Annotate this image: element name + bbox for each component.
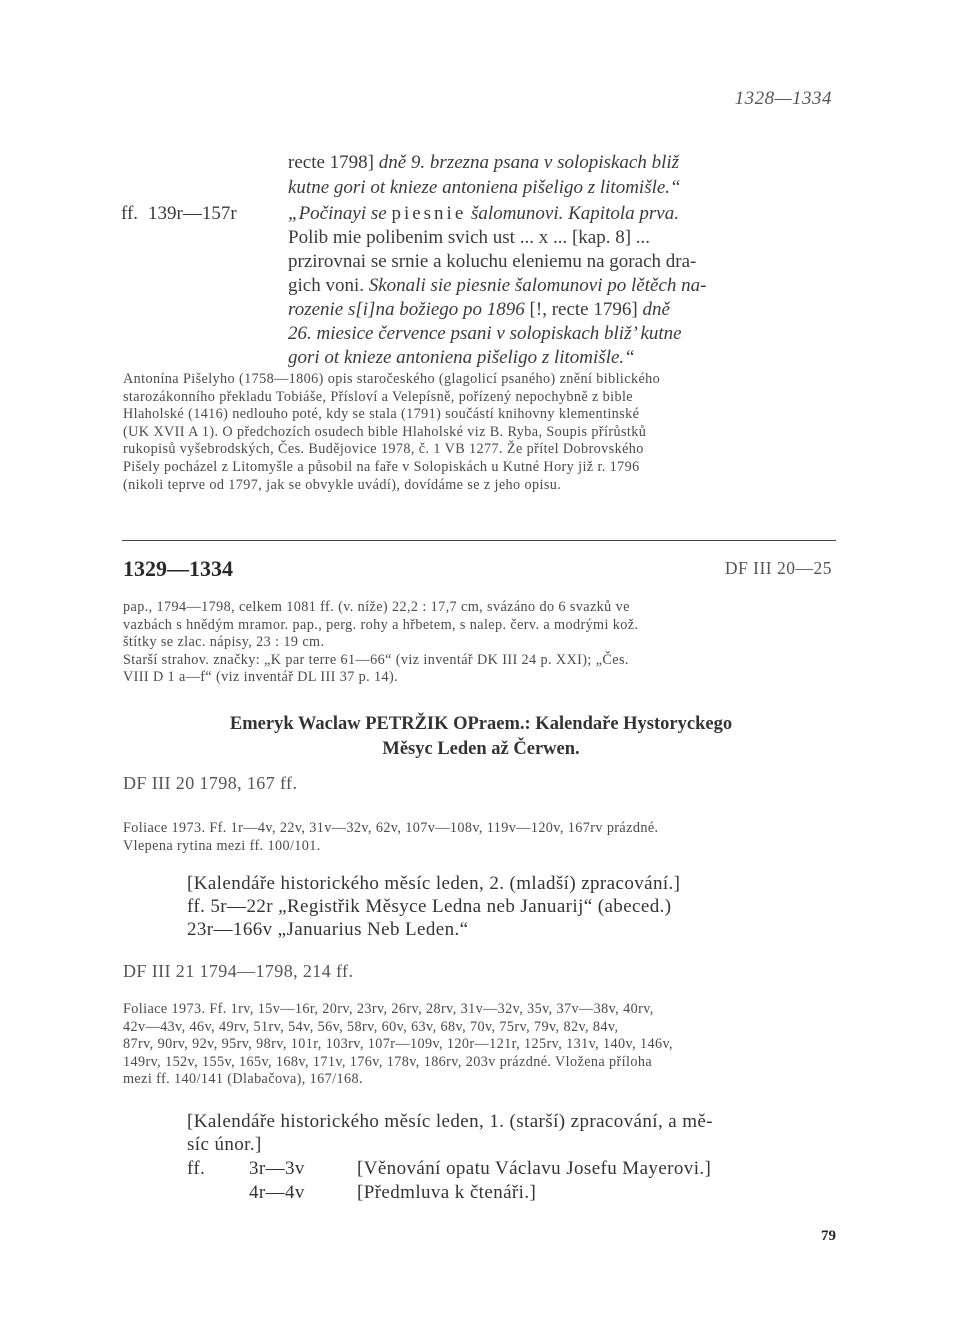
entry-line: rozenie s[i]na božiego po 1896 [!, recte 1796] dně (288, 299, 670, 320)
contents-entry: [Kalendáře historického měsíc leden, 2. (mladší) zpracování.] ff. 5r—22r „Registřik Měsyce Ledna neb Januarij“ (abeced.) 23r—166v „Januarius Neb Leden.“ (187, 873, 681, 940)
foliation-note: Foliace 1973. Ff. 1r—4v, 22v, 31v—32v, 62v, 107v—108v, 119v—120v, 167rv prázdné. Vlepena rytina mezi ff. 100/101. (123, 820, 659, 854)
toc-row: ff. 3r—3v [Věnování opatu Václavu Josefu Mayerovi.] (187, 1158, 712, 1179)
folio-margin-label: ff. (121, 203, 139, 224)
work-title: Emeryk Waclaw PETRŽIK OPraem.: Kalendaře Hystoryckego Měsyc Leden až Čerwen. (229, 714, 733, 759)
running-header: 1328—1334 (734, 88, 832, 109)
contents-entry: [Kalendáře historického měsíc leden, 1. (starší) zpracování, a mě- síc únor.] (187, 1111, 713, 1155)
entry-line: „Počinayi se piesnie šalomunovi. Kapitola prva. (288, 203, 679, 224)
entry-line: gich voni. Skonali sie piesnie šalomunovi po lětěch na- (288, 275, 707, 296)
commentary-note: Antonína Pišelyho (1758—1806) opis staročeského (glagolicí psaného) znění biblického starozákonního překladu Tobiáše, Přísloví a Velepísně, pořízený nepochybně z bible Hlaholské (1416) nedlouho poté, kdy se stala (1791) součástí knihovny klementinské (UK XVII A 1). O předchozích osudech bible Hlaholské viz B. Ryba, Soupis přírůstků rukopisů vyšebrodských, Čes. Budějovice 1978, č. 1 VB 1277. Že přítel Dobrovského Pišely pocházel z Litomyšle a působil na faře v Solopiskách u Kutné Hory již r. 1796 (nikoli teprve od 1797, jak se obvykle uvádí), dovídáme se z jeho opisu. (123, 371, 661, 493)
volume-label: DF III 20 1798, 167 ff. (123, 773, 298, 793)
section-divider (122, 540, 836, 541)
entry-line: kutne gori ot knieze antoniena pišeligo z litomišle.“ (288, 177, 681, 198)
entry-line: przirovnai se srnie a koluchu eleniemu na gorach dra- (288, 251, 697, 272)
volume-label: DF III 21 1794—1798, 214 ff. (123, 961, 354, 981)
folio-range: 139r—157r (148, 203, 237, 224)
entry-line: recte 1798] dně 9. brzezna psana v solopiskach bliž (288, 152, 680, 173)
physical-description: pap., 1794—1798, celkem 1081 ff. (v. níže) 22,2 : 17,7 cm, svázáno do 6 svazků ve vazbách s hnědým mramor. pap., perg. rohy a hřbetem, s nalep. červ. a modrými kož. štítky se zlac. nápisy, 23 : 19 cm. Starší strahov. značky: „K par terre 61—66“ (viz inventář DK III 24 p. XXI); „Čes. VIII D 1 a—f“ (viz inventář DL III 37 p. 14). (123, 599, 639, 686)
section-number: 1329—1334 (123, 556, 233, 581)
entry-line: Polib mie polibenim svich ust ... x ... [kap. 8] ... (288, 227, 651, 248)
page-number: 79 (821, 1228, 836, 1244)
entry-line: gori ot knieze antoniena pišeligo z litomišle.“ (288, 347, 635, 368)
toc-row: 4r—4v [Předmluva k čtenáři.] (249, 1182, 537, 1203)
shelfmark: DF III 20—25 (724, 558, 832, 578)
entry-line: 26. miesice července psani v solopiskach bliž’ kutne (288, 323, 682, 344)
foliation-note: Foliace 1973. Ff. 1rv, 15v—16r, 20rv, 23rv, 26rv, 28rv, 31v—32v, 35v, 37v—38v, 40rv, 42v—43v, 46v, 49rv, 51rv, 54v, 56v, 58rv, 60v, 63v, 68v, 70v, 75rv, 79v, 82v, 84v, 87rv, 90rv, 92v, 95rv, 98rv, 101r, 103rv, 107r—109v, 120r—121r, 125rv, 131v, 140v, 146v, 149rv, 152v, 155v, 165v, 168v, 171v, 176v, 178v, 186rv, 203v prázdné. Vložena příloha mezi ff. 140/141 (Dlabačova), 167/168. (123, 1001, 673, 1088)
